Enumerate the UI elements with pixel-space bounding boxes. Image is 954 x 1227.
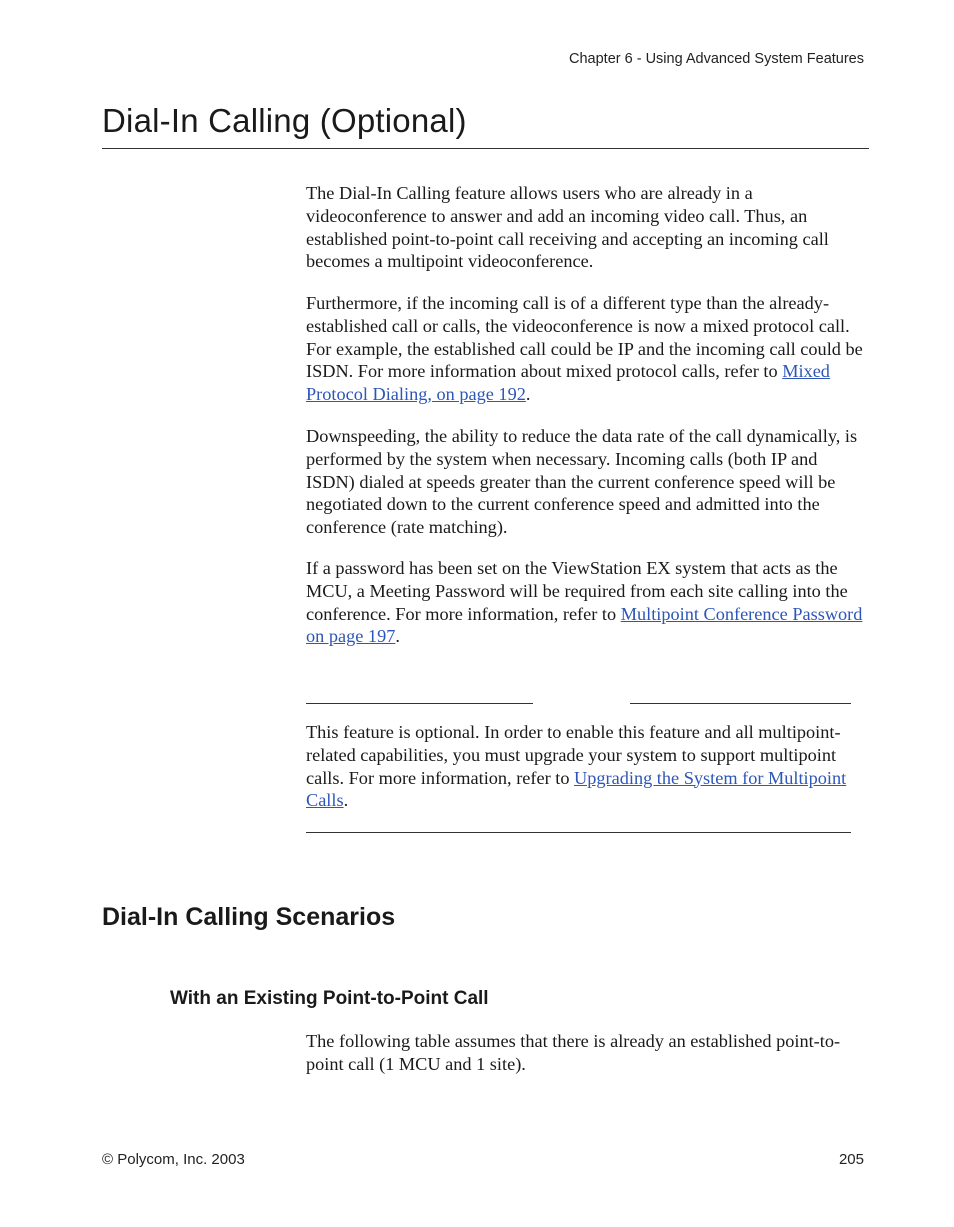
paragraph-text: Furthermore, if the incoming call is of a different type than the already-established call or calls, the videoconference is now a mixed protocol call. For example, the established call could be IP and the incoming call could be ISDN. For more information about mixed protocol calls, refer to [306, 293, 863, 382]
title-rule [102, 148, 869, 149]
note-rule-right [630, 703, 851, 704]
note-paragraph [306, 721, 871, 812]
note-rule-left [306, 703, 533, 704]
password-paragraph [306, 557, 868, 648]
multipoint-conference-password-link[interactable]: Multipoint Conference Password on page 197 [306, 603, 863, 647]
paragraph-text: If a password has been set on the ViewStation EX system that acts as the MCU, a Meeting Password will be required from each site calling into the conference. For more information, refer to [306, 558, 848, 624]
mixed-protocol-paragraph [306, 292, 868, 406]
downspeeding-paragraph: Downspeeding, the ability to reduce the data rate of the call dynamically, is performed by the system when necessary. Incoming calls (both IP and ISDN) dialed at speeds greater than the current conference speed will be negotiated down to the current conference speed and admitted into the conference (rate matching). [306, 426, 858, 538]
section-heading: Dial-In Calling Scenarios [102, 903, 396, 931]
paragraph-text: . [525, 384, 531, 405]
note-text: This feature is optional. In order to enable this feature and all multipoint-related capabilities, you must upgrade your system to support multipoint calls. For more information, refer to [306, 722, 841, 788]
note-text: . [343, 790, 349, 811]
table-intro-paragraph: The following table assumes that there is already an established point-to-point call (1 MCU and 1 site). [306, 1031, 841, 1074]
footer-copyright: © Polycom, Inc. 2003 [102, 1151, 245, 1168]
footer-page-number: 205 [838, 1151, 864, 1168]
page-title: Dial-In Calling (Optional) [102, 102, 467, 139]
intro-paragraph: The Dial-In Calling feature allows users who are already in a videoconference to answer and add an incoming video call. Thus, an established point-to-point call receiving and accepting an incoming call becomes a multipoint videoconference. [306, 183, 829, 272]
upgrading-system-link[interactable]: Upgrading the System for Multipoint Calls [306, 767, 847, 811]
note-rule-bottom [306, 832, 851, 833]
paragraph-text: . [395, 626, 400, 647]
subsection-heading: With an Existing Point-to-Point Call [170, 988, 489, 1009]
running-header: Chapter 6 - Using Advanced System Features [569, 51, 864, 67]
mixed-protocol-dialing-link[interactable]: Mixed Protocol Dialing, on page 192 [306, 361, 830, 405]
